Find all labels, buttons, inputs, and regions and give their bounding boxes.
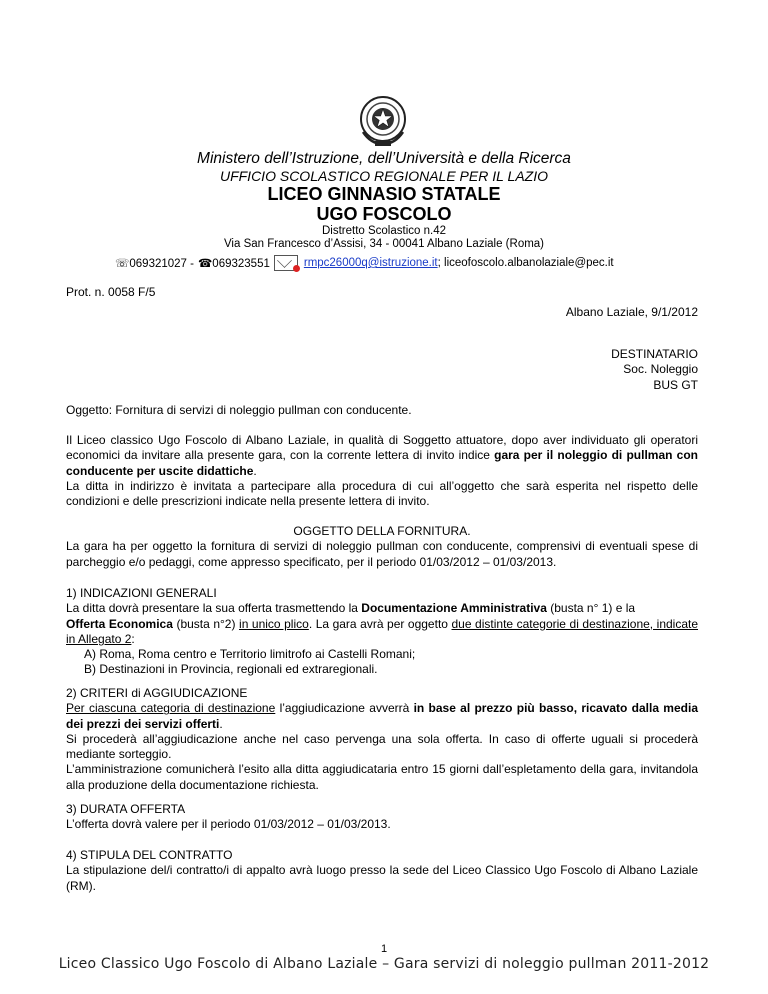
recipient-label: DESTINATARIO xyxy=(611,347,698,361)
school-name: UGO FOSCOLO xyxy=(316,204,452,224)
regional-office: UFFICIO SCOLASTICO REGIONALE PER IL LAZIO xyxy=(219,168,549,184)
recipient-line2: BUS GT xyxy=(653,377,698,392)
section-offer-duration xyxy=(66,802,698,833)
destination-category-a: A) Roma, Roma centro e Territorio limitrofo ai Castelli Romani; xyxy=(84,647,416,662)
letter-date: Albano Laziale, 9/1/2012 xyxy=(565,305,698,319)
section-2-title: 2) CRITERI di AGGIUDICAZIONE xyxy=(66,686,248,700)
section-contract xyxy=(66,848,698,894)
award-single-offer: Si procederà all’aggiudicazione anche nel caso pervenga una sola offerta. In caso di offerte uguali si procederà mediante sorteggio. xyxy=(66,731,698,762)
republic-emblem-icon xyxy=(357,94,409,148)
ministry-name: Ministero dell’Istruzione, dell’Università e della Ricerca xyxy=(197,150,571,167)
page-number: 1 xyxy=(380,943,388,955)
school-district: Distretto Scolastico n.42 xyxy=(321,225,446,237)
intro-paragraph: Il Liceo classico Ugo Foscolo di Albano Laziale, in qualità di Soggetto attuatore, dopo aver individuato gli operatori economici da invitare alla presente gara, con la corrente lettera di invito indice gara per il noleggio di pullman con conducente per uscite didattiche. La ditta in indirizzo è invitata a partecipare alla procedura di cui all’oggetto che sarà esperita nel rispetto delle condizioni e delle prescrizioni indicate nella presente lettera di invito. xyxy=(66,433,698,509)
recipient-block xyxy=(611,347,698,393)
supply-object-section xyxy=(66,524,698,570)
envelope-icon xyxy=(274,255,298,271)
email-link[interactable]: rmpc26000q@istruzione.it xyxy=(303,257,438,269)
school-address: Via San Francesco d’Assisi, 34 - 00041 Albano Laziale (Roma) xyxy=(223,238,545,250)
pec-address: ; liceofoscolo.albanolaziale@pec.it xyxy=(437,257,614,269)
intro-invitation: La ditta in indirizzo è invitata a partecipare alla procedura di cui all’oggetto che sarà esperita nel rispetto delle condizioni e delle prescrizioni indicate nella presente lettera di invito. xyxy=(66,478,698,509)
section-general-info: 1) INDICAZIONI GENERALI La ditta dovrà presentare la sua offerta trasmettendo la Documentazione Amministrativa (busta n° 1) e la Offerta Economica (busta n°2) in unico plico. La gara avrà per oggetto due distinte categorie di destinazione, indicate in Allegato 2: A) Roma, Roma centro e Territorio limitrofo ai Castelli Romani; B) Destinazioni in Provincia, regionali ed extraregionali. xyxy=(66,586,699,677)
supply-object-title: OGGETTO DELLA FORNITURA. xyxy=(293,524,471,538)
section-4-title: 4) STIPULA DEL CONTRATTO xyxy=(66,848,233,862)
protocol-number: Prot. n. 0058 F/5 xyxy=(66,285,156,299)
supply-object-text: La gara ha per oggetto la fornitura di servizi di noleggio pullman con conducente, comprensivi di eventuali spese di parcheggio e/o pedaggi, come appresso specificato, per il periodo 01/03/2012 – 01/03/2013. xyxy=(66,539,698,569)
school-type: LICEO GINNASIO STATALE xyxy=(267,184,501,204)
fax-number: ☎069323551 xyxy=(197,258,270,270)
recipient-line1: Soc. Noleggio xyxy=(623,362,698,377)
subject-line: Oggetto: Fornitura di servizi di noleggio pullman con conducente. xyxy=(66,403,412,417)
offer-duration-text: L’offerta dovrà valere per il periodo 01/03/2012 – 01/03/2013. xyxy=(66,817,391,832)
phone-number: ☏069321027 - xyxy=(115,258,194,270)
contact-line xyxy=(115,255,614,271)
section-award-criteria: 2) CRITERI di AGGIUDICAZIONE Per ciascuna categoria di destinazione l’aggiudicazione avverrà in base al prezzo più basso, ricavato dalla media dei prezzi dei servizi offerti. Si procederà all’aggiudicazione anche nel caso pervenga una sola offerta. In caso di offerte uguali si procederà mediante sorteggio. L’amministrazione comunicherà l’esito alla ditta aggiudicataria entro 15 giorni dall’espletamento della gara, invitandola alla produzione della documentazione richiesta. xyxy=(66,686,698,792)
section-3-title: 3) DURATA OFFERTA xyxy=(66,802,186,816)
page-footer: Liceo Classico Ugo Foscolo di Albano Laziale – Gara servizi di noleggio pullman 2011-2012 xyxy=(58,956,710,972)
destination-category-b: B) Destinazioni in Provincia, regionali ed extraregionali. xyxy=(84,662,378,677)
section-1-title: 1) INDICAZIONI GENERALI xyxy=(66,586,217,600)
contract-text: La stipulazione del/i contratto/i di appalto avrà luogo presso la sede del Liceo Classico Ugo Foscolo di Albano Laziale (RM). xyxy=(66,863,698,893)
award-communication: L’amministrazione comunicherà l’esito alla ditta aggiudicataria entro 15 giorni dall’espletamento della gara, invitandola alla produzione della documentazione richiesta. xyxy=(66,762,698,792)
